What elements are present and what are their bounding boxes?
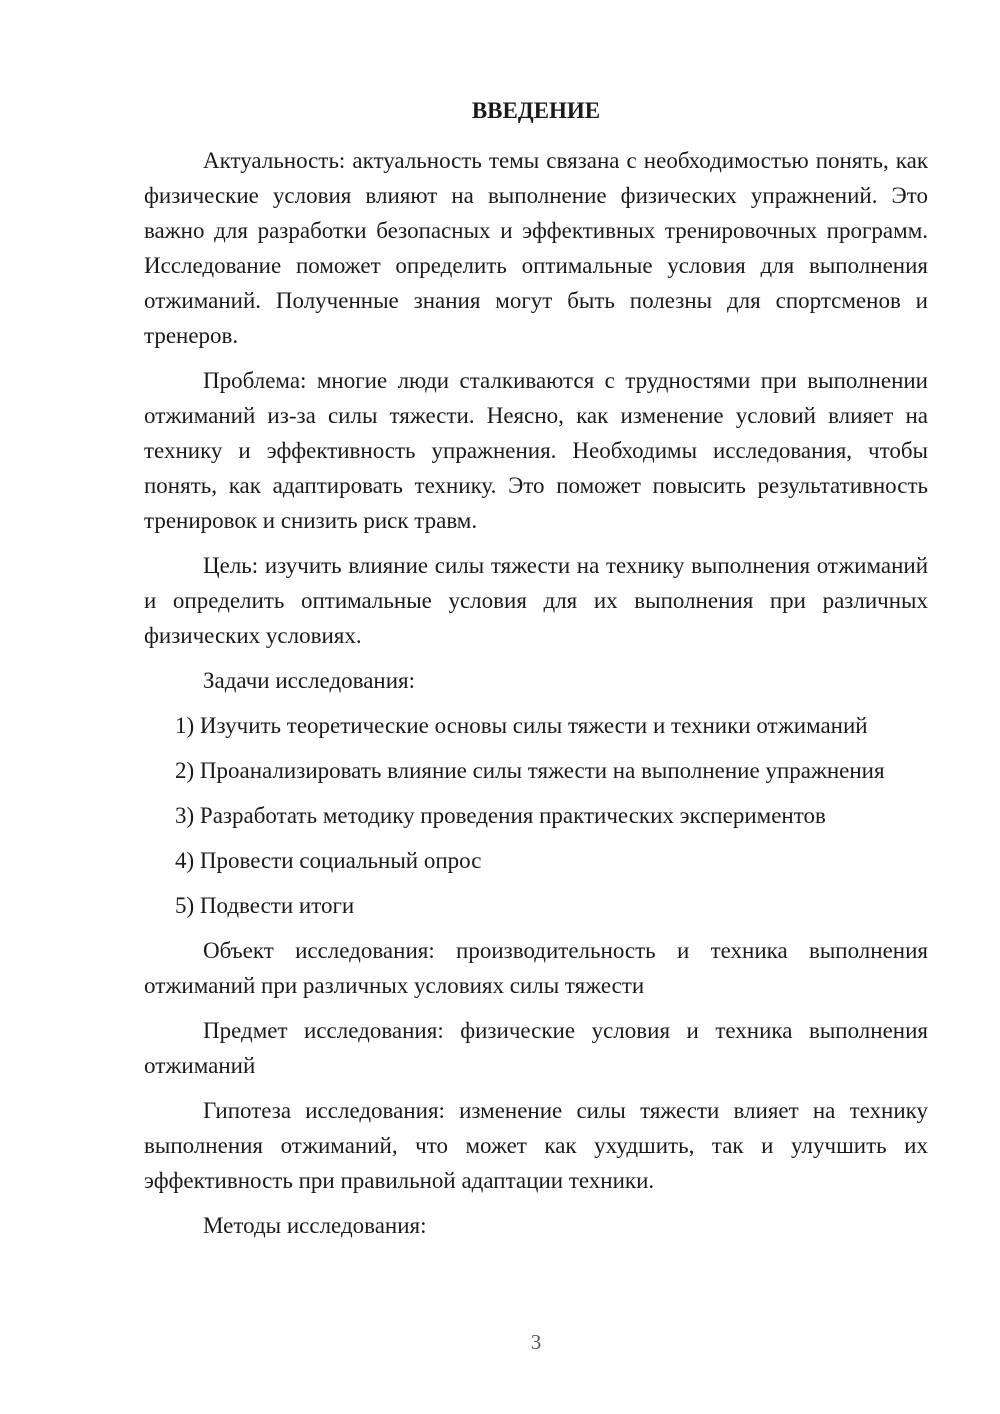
task-item-5: 5) Подвести итоги	[175, 893, 355, 918]
paragraph-problem: Проблема: многие люди сталкиваются с трудностями при выполнении отжиманий из-за силы тяжести. Неясно, как изменение условий влияет на технику и эффективность упражнения. Необходимы исследования, чтобы понять, как адаптировать технику. Это поможет повысить результативность тренировок и снизить риск травм.	[144, 368, 928, 533]
task-item-4: 4) Провести социальный опрос	[175, 848, 482, 873]
paragraph-goal: Цель: изучить влияние силы тяжести на технику выполнения отжиманий и определить оптимальные условия для их выполнения при различных физических условиях.	[144, 553, 928, 648]
task-item-3: 3) Разработать методику проведения практических экспериментов	[175, 803, 826, 828]
paragraph-subject: Предмет исследования: физические условия и техника выполнения отжиманий	[144, 1018, 928, 1078]
paragraph-hypothesis: Гипотеза исследования: изменение силы тяжести влияет на технику выполнения отжиманий, что может как ухудшить, так и улучшить их эффективность при правильной адаптации техники.	[144, 1098, 928, 1193]
task-item-2: 2) Проанализировать влияние силы тяжести на выполнение упражнения	[175, 758, 885, 783]
page-title: ВВЕДЕНИЕ	[471, 98, 601, 123]
paragraph-object: Объект исследования: производительность и техника выполнения отжиманий при различных условиях силы тяжести	[144, 938, 928, 998]
paragraph-tasks-heading: Задачи исследования:	[203, 668, 416, 693]
paragraph-relevance: Актуальность: актуальность темы связана с необходимостью понять, как физические условия влияют на выполнение физических упражнений. Это важно для разработки безопасных и эффективных тренировочных программ. Исследование поможет определить оптимальные условия для выполнения отжиманий. Полученные знания могут быть полезны для спортсменов и тренеров.	[144, 148, 928, 348]
page-content	[144, 95, 928, 1253]
paragraph-methods: Методы исследования:	[203, 1213, 427, 1238]
task-item-1: 1) Изучить теоретические основы силы тяжести и техники отжиманий	[175, 713, 868, 738]
page-number: 3	[530, 1330, 542, 1354]
